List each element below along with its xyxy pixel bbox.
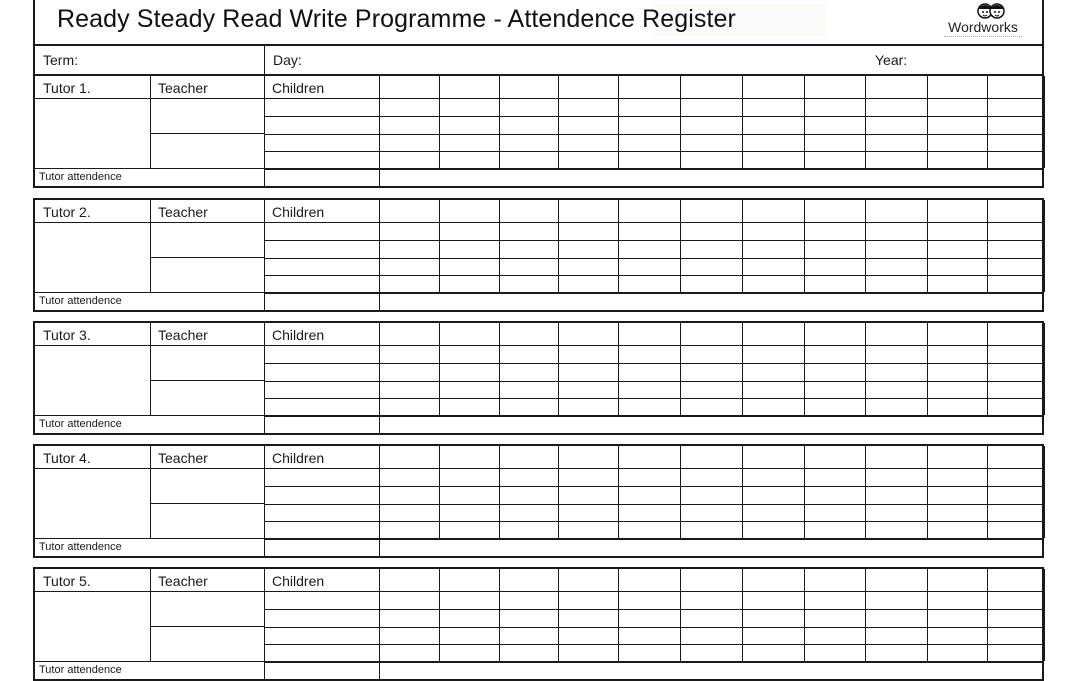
child-row-line [264,486,1042,487]
year-label: Year: [875,52,908,68]
logo-tagline-mark [944,36,1022,39]
child-row-line [264,151,1042,152]
child-row-line [264,609,1042,610]
day-column-divider [1044,76,1045,168]
day-column-divider [439,569,440,661]
teacher-row-line [150,626,264,627]
day-column-divider [439,76,440,168]
day-column-divider [742,569,743,661]
teacher-row-line [150,380,264,381]
child-row-line [264,258,1042,259]
teacher-row-line [150,257,264,258]
tutor-attendance-line [35,415,1042,416]
tutor-attendance-label: Tutor attendence [39,418,122,430]
child-row-line [264,521,1042,522]
day-column-divider [680,446,681,538]
tutor-column-divider [150,200,151,292]
day-column-divider [987,76,988,168]
tutor-attendance-line [35,538,1042,539]
day-column-divider [865,200,866,292]
child-row-line [264,363,1042,364]
tutor-column-divider [150,323,151,415]
day-column-divider [680,569,681,661]
day-column-divider [804,200,805,292]
tutor-attendance-label: Tutor attendence [39,171,122,183]
day-column-divider [742,323,743,415]
child-row-line [264,504,1042,505]
tutor-attendance-label: Tutor attendence [39,664,122,676]
day-column-divider [499,446,500,538]
tutor-block-1 [33,74,1044,188]
day-column-divider [742,446,743,538]
teacher-row-line [150,503,264,504]
day-column-divider [1044,446,1045,538]
day-column-divider [1044,200,1045,292]
tutor-attendance-line [35,292,1042,293]
day-column-divider [927,323,928,415]
day-column-divider [865,446,866,538]
child-row-line [264,381,1042,382]
children-label: Children [272,80,325,96]
teacher-label: Teacher [158,327,208,343]
tutor-column-divider [150,76,151,168]
day-column-divider [987,323,988,415]
day-column-divider [499,323,500,415]
day-column-divider [558,200,559,292]
child-row-line [264,539,1042,540]
day-column-divider [1044,323,1045,415]
day-label: Day: [273,52,302,68]
wordworks-logo [938,0,1028,42]
day-column-divider [987,200,988,292]
day-column-divider [439,446,440,538]
day-column-divider [439,200,440,292]
term-label: Term: [43,52,78,68]
teacher-label: Teacher [158,204,208,220]
tutor-label: Tutor 1. [43,80,91,96]
day-column-divider [865,569,866,661]
day-column-divider [558,323,559,415]
tutor-label: Tutor 4. [43,450,91,466]
child-row-line [264,240,1042,241]
tutor-block-5 [33,567,1044,681]
day-column-divider [804,569,805,661]
day-column-divider [499,569,500,661]
tutor-attendance-line [35,661,1042,662]
day-column-divider [742,76,743,168]
logo-text: Wordworks [948,19,1018,35]
term-day-year-row [33,46,1044,74]
day-column-divider [558,569,559,661]
child-row-line [264,644,1042,645]
day-column-divider [987,569,988,661]
children-label: Children [272,450,325,466]
tutor-block-3 [33,321,1044,435]
tutor-attendance-label: Tutor attendence [39,295,122,307]
day-column-divider [558,446,559,538]
day-column-divider [618,323,619,415]
header-row-line [35,468,1042,469]
child-row-line [264,398,1042,399]
day-column-divider [439,323,440,415]
day-column-divider [558,76,559,168]
tutor-column-divider [150,446,151,538]
children-label: Children [272,327,325,343]
day-column-divider [804,323,805,415]
day-column-divider [618,76,619,168]
day-column-divider [927,200,928,292]
page-title: Ready Steady Read Write Programme - Attendence Register [57,5,736,33]
header [33,0,1044,46]
child-row-line [264,275,1042,276]
child-row-line [264,627,1042,628]
child-row-line [264,169,1042,170]
day-column-divider [865,76,866,168]
tutor-block-2 [33,198,1044,312]
header-row-line [35,345,1042,346]
header-row-line [35,98,1042,99]
day-column-divider [987,446,988,538]
children-label: Children [272,573,325,589]
day-column-divider [680,200,681,292]
day-column-divider [927,446,928,538]
day-column-divider [742,200,743,292]
tutor-label: Tutor 5. [43,573,91,589]
teacher-label: Teacher [158,80,208,96]
day-column-divider [804,446,805,538]
day-column-divider [865,323,866,415]
tutor-attendance-label: Tutor attendence [39,541,122,553]
day-column-divider [680,323,681,415]
day-column-divider [680,76,681,168]
child-row-line [264,416,1042,417]
day-column-divider [1044,569,1045,661]
teacher-label: Teacher [158,450,208,466]
day-column-divider [618,446,619,538]
teacher-row-line [150,133,264,134]
day-column-divider [618,569,619,661]
day-column-divider [927,76,928,168]
day-column-divider [804,76,805,168]
child-row-line [264,662,1042,663]
day-column-divider [499,76,500,168]
tutor-label: Tutor 2. [43,204,91,220]
header-row-line [35,591,1042,592]
child-row-line [264,134,1042,135]
child-row-line [264,116,1042,117]
tutor-attendance-line [35,168,1042,169]
meta-divider [264,46,265,74]
tutor-label: Tutor 3. [43,327,91,343]
tutor-block-4 [33,444,1044,558]
day-column-divider [618,200,619,292]
children-label: Children [272,204,325,220]
child-row-line [264,293,1042,294]
teacher-label: Teacher [158,573,208,589]
day-column-divider [927,569,928,661]
tutor-column-divider [150,569,151,661]
header-row-line [35,222,1042,223]
day-column-divider [499,200,500,292]
